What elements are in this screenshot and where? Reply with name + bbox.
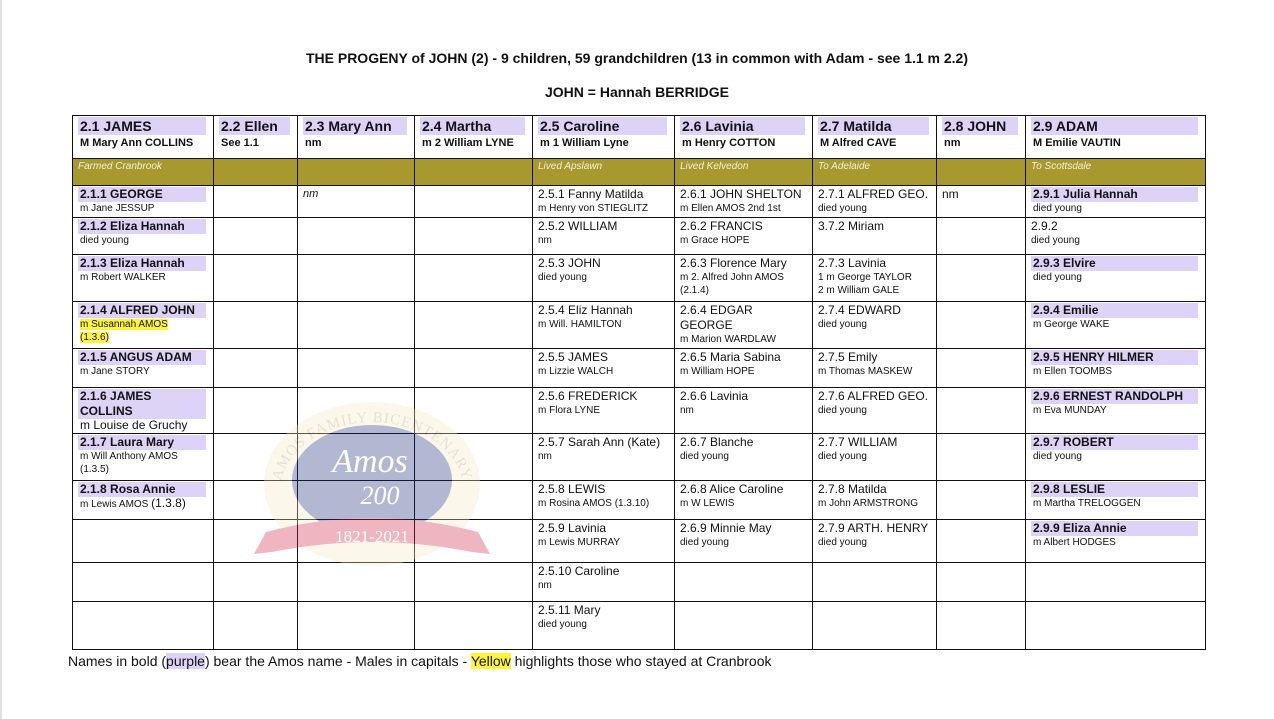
empty-cell [298,434,415,481]
grandchild-name: 2.5.5 JAMES [538,350,609,364]
grandchild-cell [533,302,675,349]
grandchild-cell [73,349,214,388]
grandchild-cell [1026,388,1206,434]
child-spouse: M Emilie VAUTIN [1033,137,1121,149]
note-cell [298,159,415,186]
header-col-5 [533,116,675,159]
header-col-6 [675,116,813,159]
child-name: 2.3 Mary Ann [303,117,407,135]
grandchild-cell [73,481,214,520]
grandchild-detail: m George WAKE [1033,319,1110,330]
grandchild-cell [1026,481,1206,520]
table-row [73,520,1206,563]
grandchild-cell [533,349,675,388]
grandchild-cell [675,481,813,520]
empty-cell [415,563,533,602]
grandchild-cell [73,434,214,481]
seal-number: 200 [360,481,400,510]
grandchild-cell [813,218,937,255]
grandchild-detail: m Louise de Gruchy [80,418,188,432]
grandchild-cell [675,434,813,481]
grandchild-name: 3.7.2 Miriam [818,219,885,233]
grandchild-name: 2.5.6 FREDERICK [538,389,638,403]
empty-cell [415,255,533,302]
header-row [73,116,1206,159]
grandchild-detail: nm [680,405,694,416]
header-col-2 [214,116,298,159]
grandchild-detail: m Martha TRELOGGEN [1033,498,1141,509]
note-cell: To Adelaide [813,159,937,186]
grandchild-ref: (1.3.5) [80,464,109,475]
empty-cell [937,602,1026,650]
grandchild-name: 2.1.4 ALFRED JOHN [78,303,206,318]
legend-text: highlights those who stayed at Cranbrook [510,653,772,669]
grandchild-detail: died young [818,203,867,214]
grandchild-detail: died young [818,537,867,548]
grandchild-detail: m Will. HAMILTON [538,319,622,330]
grandchild-name: 2.6.1 JOHN SHELTON [680,187,802,201]
empty-cell [675,602,813,650]
header-col-3 [298,116,415,159]
grandchild-cell [1026,434,1206,481]
grandchild-name: 2.9.2 [1031,219,1058,233]
grandchild-cell [73,302,214,349]
table-row [73,481,1206,520]
grandchild-cell [813,255,937,302]
note-cell [214,159,298,186]
legend-footnote [68,653,772,669]
child-name: 2.1 JAMES [78,117,206,135]
table-row [73,218,1206,255]
grandchild-ref: (1.3.8) [151,496,186,510]
grandchild-name: 2.9.1 Julia Hannah [1031,187,1198,202]
grandchild-cell [813,302,937,349]
grandchild-name: 2.1.8 Rosa Annie [78,482,206,497]
empty-cell [214,563,298,602]
note-cell: Farmed Cranbrook [73,159,214,186]
grandchild-name: 2.6.9 Minnie May [680,521,772,535]
grandchild-name: 2.1.5 ANGUS ADAM [78,350,206,365]
grandchild-cell [675,255,813,302]
grandchild-name: 2.5.10 Caroline [538,564,620,578]
empty-cell [415,302,533,349]
grandchild-name: 2.5.4 Eliz Hannah [538,303,633,317]
grandchild-detail: m Thomas MASKEW [818,366,913,377]
grandchild-name: 2.9.9 Eliza Annie [1031,521,1198,536]
grandchild-name: 2.1.6 JAMES COLLINS [78,389,206,419]
empty-cell [415,186,533,218]
empty-cell [73,602,214,650]
empty-cell [298,388,415,434]
grandchild-detail: died young [1033,203,1082,214]
grandchild-name: 2.7.3 Lavinia [818,256,887,270]
header-col-1 [73,116,214,159]
grandchild-detail: died young [680,451,729,462]
table-row [73,302,1206,349]
grandchild-detail: m Jane JESSUP [80,203,155,214]
empty-cell [937,563,1026,602]
empty-cell [415,520,533,563]
empty-cell [214,186,298,218]
grandchild-ref: (1.3.6) [80,332,109,343]
grandchild-cell [813,186,937,218]
grandchild-name: 2.1.2 Eliza Hannah [78,219,206,234]
grandchild-cell [1026,302,1206,349]
empty-cell [1026,602,1206,650]
seal-ring-text: AMOS FAMILY BICENTENARY [269,409,475,483]
grandchild-name: 2.6.6 Lavinia [680,389,749,403]
child-spouse: M Mary Ann COLLINS [80,137,194,149]
table-row [73,434,1206,481]
empty-cell [298,349,415,388]
grandchild-name: 2.7.6 ALFRED GEO. [818,389,929,403]
page-edge [0,0,2,719]
empty-cell [415,602,533,650]
grandchild-name: 2.1.3 Eliza Hannah [78,256,206,271]
child-name: 2.2 Ellen [219,117,290,135]
grandchild-cell [813,434,937,481]
grandchild-name: 2.6.7 Blanche [680,435,754,449]
table-row [73,186,1206,218]
grandchild-detail: m Robert WALKER [80,272,166,283]
note-cell: Lived Kelvedon [675,159,813,186]
empty-cell [214,434,298,481]
grandchild-detail: m Lewis AMOS [80,499,149,510]
grandchild-name: 2.9.6 ERNEST RANDOLPH [1031,389,1198,404]
empty-cell [415,481,533,520]
child-spouse: m 1 William Lyne [540,137,629,149]
grandchild-name: 2.7.7 WILLIAM [818,435,898,449]
empty-cell [298,218,415,255]
grandchild-detail: m 2. Alfred John AMOS [680,272,784,283]
grandchild-detail: m Eva MUNDAY [1033,405,1107,416]
grandchild-cell [1026,186,1206,218]
grandchild-detail: 2 m William GALE [818,285,900,296]
page-subtitle: JOHN = Hannah BERRIDGE [545,84,729,100]
grandchild-detail: m Henry von STIEGLITZ [538,203,649,214]
grandchild-detail: died young [538,619,587,630]
grandchild-name: 2.6.3 Florence Mary [680,256,787,270]
child-name: 2.9 ADAM [1031,117,1198,135]
grandchild-cell [73,388,214,434]
grandchild-cell [1026,255,1206,302]
empty-cell [214,218,298,255]
child-spouse: See 1.1 [221,137,259,149]
empty-cell [1026,563,1206,602]
note-cell: Lived Apslawn [533,159,675,186]
child-name: 2.6 Lavinia [680,117,805,135]
grandchild-name: 2.6.2 FRANCIS [680,219,763,233]
seal-signature: Amos [332,443,408,480]
legend-yellow-swatch: Yellow [470,653,511,669]
header-col-8 [937,116,1026,159]
empty-cell [214,349,298,388]
empty-cell [937,255,1026,302]
table-row [73,563,1206,602]
empty-cell [298,520,415,563]
grandchild-name: 2.5.1 Fanny Matilda [538,187,644,201]
grandchild-cell [533,520,675,563]
empty-cell [298,255,415,302]
grandchild-name: 2.5.3 JOHN [538,256,601,270]
grandchild-name: 2.5.2 WILLIAM [538,219,618,233]
grandchild-detail: m Will Anthony AMOS [80,451,178,462]
empty-cell [675,563,813,602]
child-spouse: m 2 William LYNE [422,137,514,149]
note-cell [937,159,1026,186]
grandchild-name: 2.7.5 Emily [818,350,878,364]
grandchild-name: 2.1.1 GEORGE [78,187,206,202]
empty-cell [214,481,298,520]
grandchild-name: 2.6.5 Maria Sabina [680,350,781,364]
seal-years: 1821-2021 [335,527,409,546]
grandchild-cell [73,218,214,255]
grandchild-detail: m Flora LYNE [538,405,601,416]
grandchild-detail: m William HOPE [680,366,755,377]
grandchild-cell [675,388,813,434]
grandchild-detail: died young [538,272,587,283]
grandchild-detail: died young [818,319,867,330]
grandchild-cell [1026,520,1206,563]
grandchild-name: 2.5.7 Sarah Ann (Kate) [538,435,661,449]
empty-cell [214,602,298,650]
grandchild-detail: m Susannah AMOS [80,319,168,330]
grandchild-name: 2.7.1 ALFRED GEO. [818,187,929,201]
child-spouse: nm [944,137,961,149]
child-name: 2.8 JOHN [942,117,1018,135]
child-spouse: M Alfred CAVE [820,137,897,149]
grandchild-name: 2.9.5 HENRY HILMER [1031,350,1198,365]
empty-cell [298,302,415,349]
child-name: 2.7 Matilda [818,117,929,135]
grandchild-cell [675,302,813,349]
notes-row [73,159,1206,186]
table-row [73,255,1206,302]
empty-cell [937,434,1026,481]
child-spouse: nm [305,137,322,149]
grandchild-detail: m Rosina AMOS (1.3.10) [538,498,650,509]
header-col-7 [813,116,937,159]
grandchild-cell [813,388,937,434]
not-married-note: nm [303,188,319,200]
grandchild-name: 2.7.9 ARTH. HENRY [818,521,929,535]
note-cell: To Scottsdale [1026,159,1206,186]
empty-cell [298,563,415,602]
empty-cell [937,349,1026,388]
grandchild-cell [533,563,675,602]
empty-cell [813,602,937,650]
legend-text: Names in bold ( [68,653,167,669]
empty-cell [415,388,533,434]
grandchild-detail: m Albert HODGES [1033,537,1116,548]
grandchild-detail: m Jane STORY [80,366,150,377]
grandchild-name: 2.7.8 Matilda [818,482,887,496]
grandchild-cell [675,218,813,255]
grandchild-detail: died young [80,235,129,246]
grandchild-cell [533,186,675,218]
grandchild-cell [73,186,214,218]
grandchild-name: 2.9.3 Elvire [1031,256,1198,271]
grandchild-name: 2.1.7 Laura Mary [78,435,206,450]
empty-cell [415,218,533,255]
grandchild-name: 2.7.4 EDWARD [818,303,901,317]
grandchild-detail: nm [538,580,552,591]
grandchild-name: 2.6.8 Alice Caroline [680,482,784,496]
grandchild-cell [675,520,813,563]
grandchild-cell [1026,349,1206,388]
grandchild-cell [813,481,937,520]
empty-cell [415,349,533,388]
grandchild-name: 2.6.4 EDGAR GEORGE [680,303,753,332]
empty-cell [937,481,1026,520]
grandchild-detail: died young [818,451,867,462]
grandchild-ref: (2.1.4) [680,285,709,296]
empty-cell [298,602,415,650]
grandchild-detail: nm [538,235,552,246]
note-cell [415,159,533,186]
child-name: 2.4 Martha [420,117,525,135]
grandchild-cell [813,349,937,388]
grandchild-name: 2.5.8 LEWIS [538,482,606,496]
grandchild-detail: m Ellen TOOMBS [1033,366,1113,377]
grandchild-detail: m Lewis MURRAY [538,537,621,548]
legend-purple-swatch: purple [166,653,205,669]
grandchild-cell [533,388,675,434]
grandchild-cell [533,218,675,255]
empty-cell [937,218,1026,255]
empty-cell [73,563,214,602]
grandchild-cell [1026,218,1206,255]
header-col-9 [1026,116,1206,159]
table-row [73,349,1206,388]
grandchild-detail: died young [818,405,867,416]
grandchild-detail: 1 m George TAYLOR [818,272,912,283]
grandchild-detail: died young [1033,451,1082,462]
grandchild-detail: died young [1033,272,1082,283]
empty-cell [214,388,298,434]
not-married-note: nm [942,187,959,201]
grandchild-cell [73,255,214,302]
empty-cell [298,481,415,520]
child-name: 2.5 Caroline [538,117,667,135]
grandchild-detail: died young [680,537,729,548]
table-row [73,388,1206,434]
empty-cell [813,563,937,602]
page-title: THE PROGENY of JOHN (2) - 9 children, 59 grandchildren (13 in common with Adam - see 1.1 m 2.2) [305,50,969,66]
grandchild-cell [533,602,675,650]
grandchild-detail: died young [1031,235,1080,246]
grandchild-detail: nm [538,451,552,462]
grandchild-detail: m W LEWIS [680,498,735,509]
empty-cell [415,434,533,481]
header-col-4 [415,116,533,159]
empty-cell [937,302,1026,349]
grandchild-name: 2.9.8 LESLIE [1031,482,1198,497]
grandchild-cell [533,255,675,302]
empty-cell [937,388,1026,434]
grandchild-detail: m Ellen AMOS 2nd 1st [680,203,781,214]
grandchild-name: 2.9.4 Emilie [1031,303,1198,318]
grandchild-cell [937,186,1026,218]
empty-cell [73,520,214,563]
legend-text: ) bear the Amos name - Males in capitals - [204,653,471,669]
grandchild-name: 2.5.11 Mary [538,603,601,617]
progeny-table [72,115,1206,650]
grandchild-detail: m Lizzie WALCH [538,366,614,377]
table-row [73,602,1206,650]
grandchild-cell [675,186,813,218]
grandchild-name: 2.9.7 ROBERT [1031,435,1198,450]
child-spouse: m Henry COTTON [682,137,776,149]
grandchild-detail: m Marion WARDLAW [680,334,776,345]
grandchild-detail: m Grace HOPE [680,235,750,246]
empty-cell [937,520,1026,563]
grandchild-cell [675,349,813,388]
empty-cell [214,255,298,302]
grandchild-cell [533,481,675,520]
grandchild-cell [813,520,937,563]
grandchild-cell [533,434,675,481]
grandchild-name: 2.5.9 Lavinia [538,521,607,535]
empty-cell [214,302,298,349]
grandchild-detail: m John ARMSTRONG [818,498,919,509]
empty-cell [214,520,298,563]
grandchild-cell [298,186,415,218]
